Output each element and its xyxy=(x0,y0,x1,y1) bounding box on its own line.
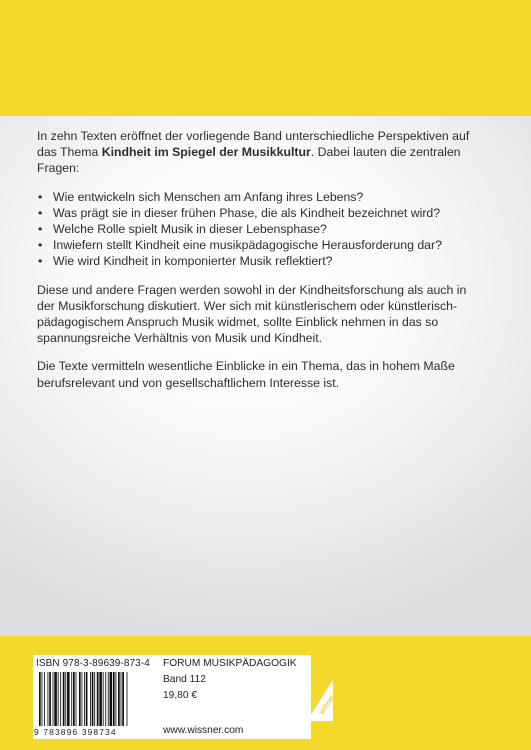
intro-paragraph: In zehn Texten eröffnet der vorliegende Band unterschiedliche Perspektiven auf das Thema Kindheit im Spiegel der Musikkultur. Dabei lauten die zentralen Fragen: xyxy=(37,129,470,176)
barcode-bar xyxy=(90,672,91,726)
back-cover-text xyxy=(37,128,477,403)
barcode-bar xyxy=(53,672,54,726)
series-title: FORUM MUSIKPÄDAGOGIK xyxy=(163,658,297,669)
relevance-paragraph: Die Texte vermitteln wesentliche Einblicke in ein Thema, das in hohem Maße berufsrelevant und von gesellschaftlichem Interesse ist. xyxy=(37,359,455,390)
barcode-bar xyxy=(110,672,113,726)
barcode-bar xyxy=(116,672,117,726)
question-item: • Welche Rolle spielt Musik in dieser Lebensphase? xyxy=(37,221,477,237)
barcode-number: 9 783896 398734 xyxy=(34,727,117,737)
barcode-bar xyxy=(44,672,45,726)
barcode-bar xyxy=(63,672,65,726)
price: 19,80 € xyxy=(163,690,197,701)
research-paragraph: Diese und andere Fragen werden sowohl in der Kindheitsforschung als auch in der Musikforschung diskutiert. Wer sich mit künstlerischem oder künstlerisch-pädagogischem Anspruch Musik widmet, sollte Einblick nehmen in das so spannungsreiche Verhältnis von Musik und Kindheit. xyxy=(37,282,467,346)
barcode-bar xyxy=(127,672,128,726)
barcode-bar xyxy=(79,672,81,726)
barcode-icon xyxy=(38,672,153,726)
barcode-bar xyxy=(94,672,95,726)
barcode-bar xyxy=(118,672,120,726)
barcode-bar xyxy=(82,672,83,726)
barcode-bar xyxy=(84,672,85,726)
barcode-bar xyxy=(58,672,59,726)
barcode-bar xyxy=(97,672,99,726)
barcode-bar xyxy=(105,672,106,726)
isbn-label: ISBN 978-3-89639-873-4 xyxy=(36,658,150,669)
top-yellow-band xyxy=(0,0,531,116)
barcode-bar xyxy=(122,672,124,726)
barcode-bar xyxy=(76,672,77,726)
volume-number: Band 112 xyxy=(163,674,206,685)
barcode-bar xyxy=(121,672,122,726)
barcode-bar xyxy=(65,672,66,726)
barcode-bar xyxy=(73,672,75,726)
logo-text: Wißner xyxy=(318,694,336,717)
question-item: • Wie wird Kindheit in komponierter Musik reflektiert? xyxy=(37,253,477,269)
barcode-bar xyxy=(67,672,70,726)
barcode-bar xyxy=(60,672,61,726)
barcode-bar xyxy=(71,672,72,726)
barcode-bar xyxy=(103,672,104,726)
question-list xyxy=(37,189,477,270)
publisher-logo xyxy=(306,680,336,722)
barcode-bar xyxy=(54,672,57,726)
question-item: • Was prägt sie in dieser frühen Phase, die als Kindheit bezeichnet wird? xyxy=(37,205,477,221)
topic-title: Kindheit im Spiegel der Musikkultur xyxy=(101,145,311,160)
barcode-bar xyxy=(49,672,51,726)
barcode-bar xyxy=(113,672,115,726)
barcode-bar xyxy=(86,672,88,726)
question-item: • Inwiefern stellt Kindheit eine musikpädagogische Herausforderung dar? xyxy=(37,237,477,253)
question-item: • Wie entwickeln sich Menschen am Anfang ihres Lebens? xyxy=(37,189,477,205)
barcode-bar xyxy=(42,672,43,726)
barcode-bar xyxy=(99,672,102,726)
barcode-bar xyxy=(108,672,109,726)
barcode-bar xyxy=(39,672,41,726)
publisher-website: www.wissner.com xyxy=(163,725,244,736)
barcode-bar xyxy=(48,672,49,726)
barcode-bar xyxy=(92,672,94,726)
